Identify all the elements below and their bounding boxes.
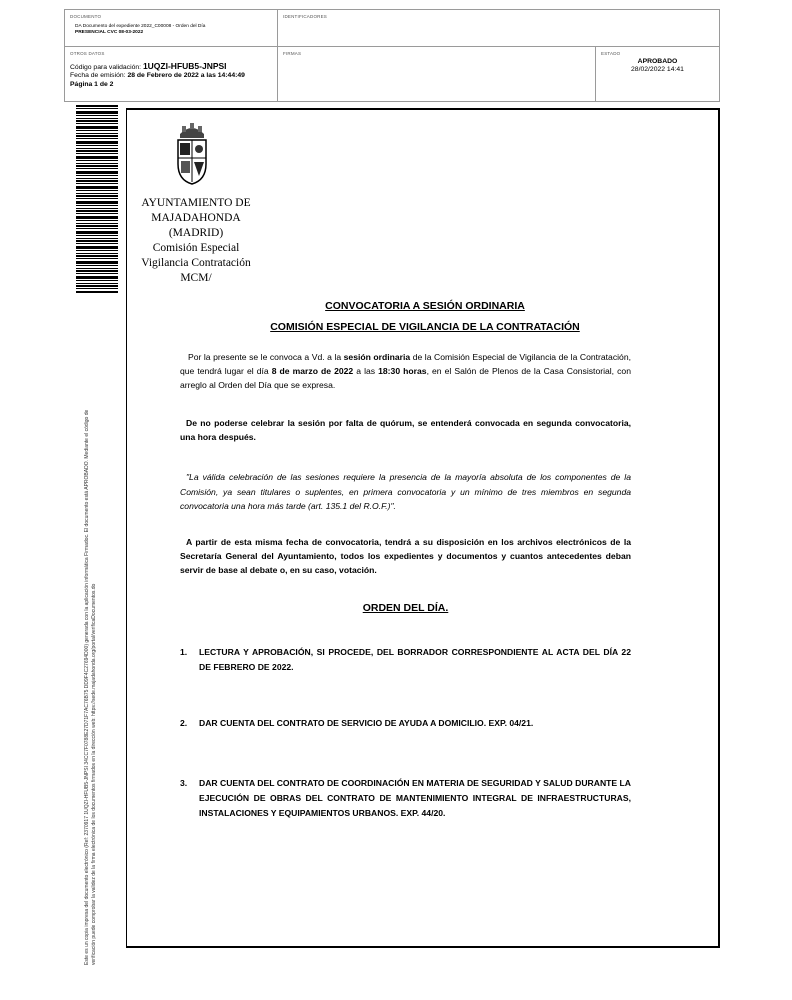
item-text: DAR CUENTA DEL CONTRATO DE SERVICIO DE AYUDA A DOMICILIO. EXP. 04/21. <box>199 718 534 728</box>
codigo-label: Código para validación: <box>70 64 142 71</box>
barcode <box>76 105 118 293</box>
p1-text-a: Por la presente se le convoca a Vd. a la <box>188 352 344 362</box>
documento-value-1: DA Documento del expediente 2022_C00008 - Orden del Día <box>75 24 206 29</box>
header-row-datos <box>64 47 720 102</box>
p1-text-c: de la Comisión Especial de Vigilancia de la Contratación, que tendrá lugar el día <box>180 352 631 376</box>
codigo-validacion <box>70 61 227 71</box>
ayuntamiento-line-2: MAJADAHONDA <box>151 212 241 224</box>
ayuntamiento-block <box>134 196 258 286</box>
documento-cell <box>65 10 277 46</box>
orden-item-2 <box>180 716 631 731</box>
p1-fecha: 8 de marzo de 2022 <box>271 366 354 376</box>
p1-text-g: , en el Salón de Plenos de la Casa Consistorial, con arreglo al Orden del Día que se expresa. <box>180 366 631 390</box>
title-convocatoria: CONVOCATORIA A SESIÓN ORDINARIA <box>325 300 525 312</box>
side-text-line-2: verificación puede comprobar la validez de la firma electrónica de los documentos firmados en la dirección web: https://sede.majadahonda.org/portal/verificaDocumentos.do <box>91 583 97 965</box>
firmas-cell <box>277 47 595 101</box>
p1-hora: 18:30 horas <box>378 366 427 376</box>
codigo-value: 1UQZI-HFUB5-JNPSI <box>142 61 227 71</box>
paragraph-disposicion: A partir de esta misma fecha de convocatoria, tendrá a su disposición en los archivos electrónicos de la Secretaría General del Ayuntamiento, todos los expedientes y documentos y cuantos antecedentes deban servir de base al debate o, en su caso, votación. <box>180 537 631 575</box>
estado-cell <box>595 47 719 101</box>
identificadores-cell <box>277 10 719 46</box>
fecha-emision <box>70 72 245 79</box>
identificadores-label: IDENTIFICADORES <box>283 14 328 19</box>
side-verification-text <box>84 305 98 965</box>
ayuntamiento-line-3: (MADRID) <box>168 227 224 239</box>
firmas-label: FIRMAS <box>283 51 302 56</box>
orden-item-1 <box>180 645 631 675</box>
p1-text-e: a las <box>353 366 379 376</box>
header-row-documento <box>64 9 720 47</box>
ayuntamiento-line-1: AYUNTAMIENTO DE <box>141 197 251 209</box>
ayuntamiento-line-5: Vigilancia Contratación <box>141 257 251 269</box>
item-number: 3. <box>180 778 188 788</box>
otros-datos-label: OTROS DATOS <box>70 51 105 56</box>
paragraph-convocatoria <box>180 350 631 392</box>
documento-value-2: PRESENCIAL CVC 08-03-2022 <box>75 30 144 35</box>
fecha-label: Fecha de emisión: <box>70 72 126 79</box>
ayuntamiento-line-6: MCM/ <box>180 272 212 284</box>
estado-value: APROBADO <box>637 58 678 65</box>
coat-of-arms-icon <box>172 120 212 186</box>
orden-item-3 <box>180 776 631 821</box>
otros-datos-cell <box>65 47 277 101</box>
estado-label: ESTADO <box>601 51 621 56</box>
item-number: 2. <box>180 718 188 728</box>
item-text: LECTURA Y APROBACIÓN, SI PROCEDE, DEL BORRADOR CORRESPONDIENTE AL ACTA DEL DÍA 22 DE FEBRERO DE 2022. <box>199 647 631 672</box>
title-orden-del-dia: ORDEN DEL DÍA. <box>362 602 449 614</box>
item-text: DAR CUENTA DEL CONTRATO DE COORDINACIÓN EN MATERIA DE SEGURIDAD Y SALUD DURANTE LA EJECUCIÓN DE OBRAS DEL CONTRATO DE MANTENIMIENTO INTEGRAL DE INFRAESTRUCTURAS, INSTALACIONES Y EQUIPAMIENTOS URBANOS. EXP. 44/20. <box>199 778 631 818</box>
p1-sesion-ordinaria: sesión ordinaria <box>343 352 411 362</box>
documento-label: DOCUMENTO <box>70 14 102 19</box>
ayuntamiento-line-4: Comisión Especial <box>152 242 240 254</box>
fecha-value: 28 de Febrero de 2022 a las 14:44:49 <box>127 72 245 79</box>
item-number: 1. <box>180 647 188 657</box>
paragraph-quorum: De no poderse celebrar la sesión por falta de quórum, se entenderá convocada en segunda convocatoria, una hora después. <box>180 418 631 442</box>
pagina: Página 1 de 2 <box>70 81 114 88</box>
side-text-line-1: Este es un copia impresa del documento electrónico (Ref: 2370917 1UQZI-HFUB5-JNPSI 34CC7F0788E27D71F7AC76B75 DD9F4C27694D00) generada con la aplicación informática Firmadoc. El documento está APROBADO. Mediante el código de <box>84 409 90 965</box>
paragraph-rof-quote: "La válida celebración de las sesiones requiere la presencia de la mayoría absoluta de los componentes de la Comisión, ya sean titulares o suplentes, en primera convocatoria y un mínimo de tres miembros en segunda convocatoria una hora más tarde (art. 135.1 del R.O.F.)". <box>180 472 631 511</box>
title-comision: COMISIÓN ESPECIAL DE VIGILANCIA DE LA CONTRATACIÓN <box>270 321 580 333</box>
estado-date: 28/02/2022 14:41 <box>631 66 684 73</box>
